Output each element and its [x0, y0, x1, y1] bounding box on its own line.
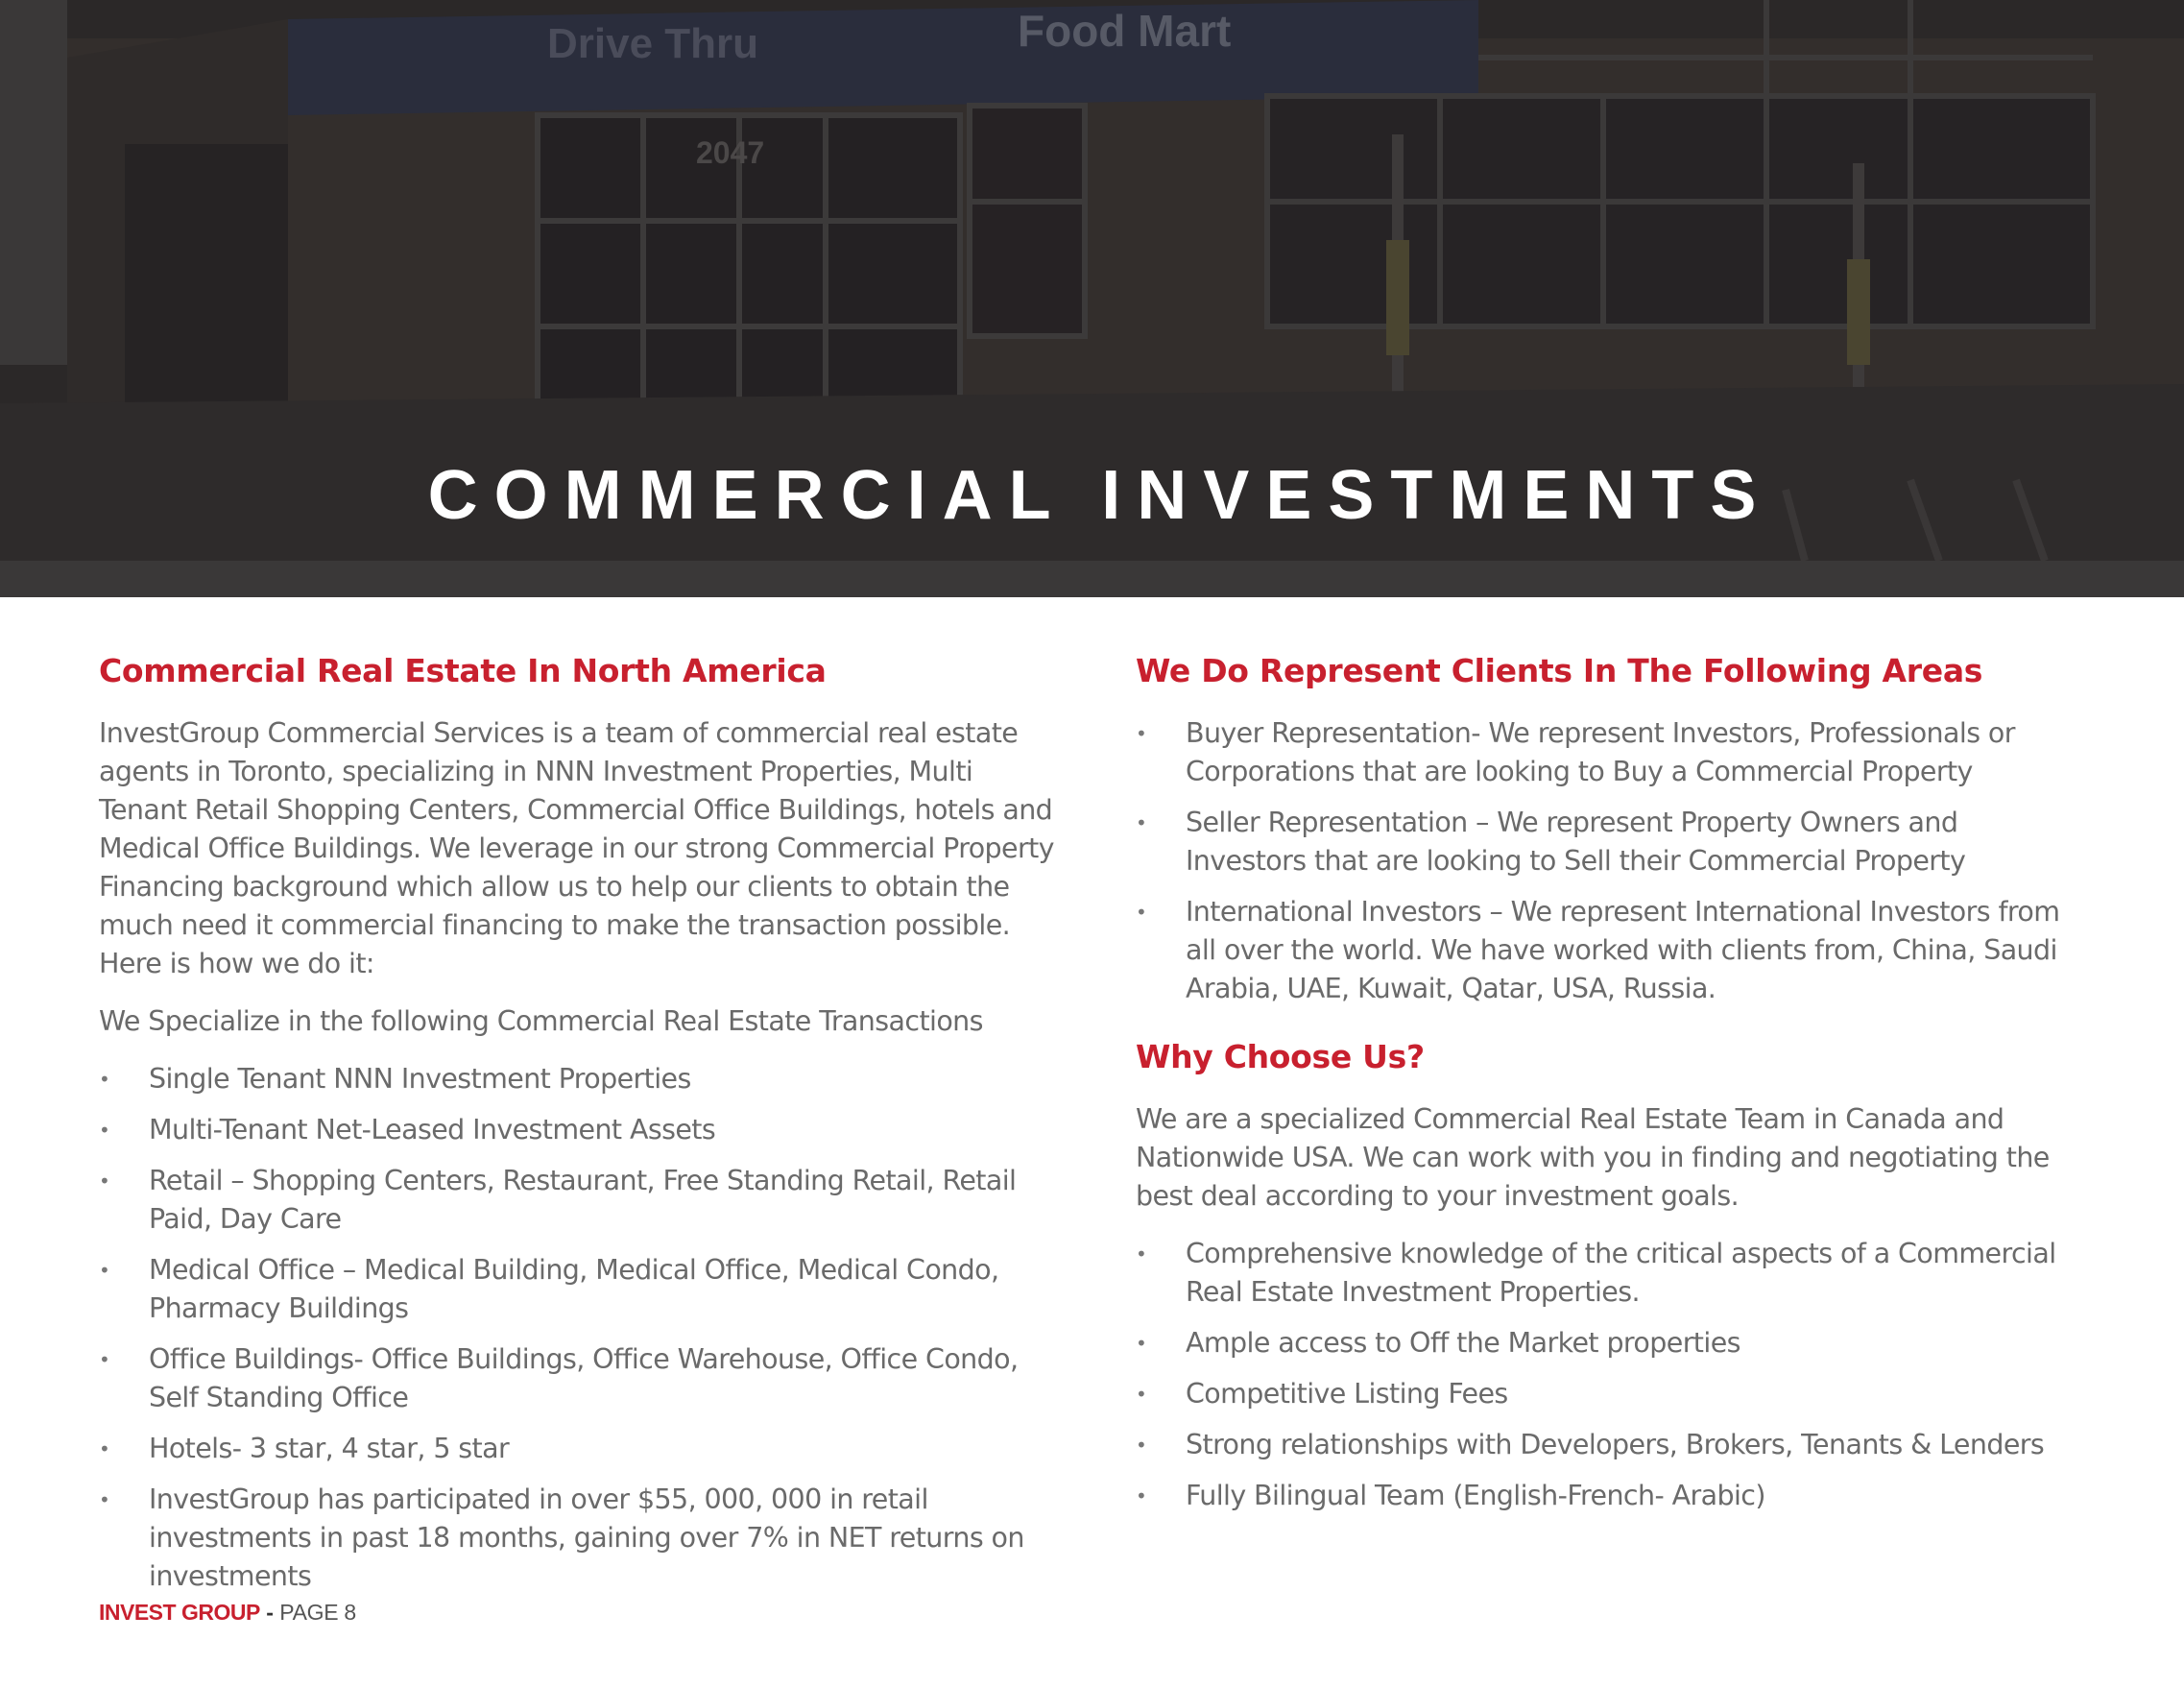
bullet-icon: •: [99, 1488, 110, 1511]
bullet-icon: •: [99, 1068, 110, 1091]
page-number: PAGE 8: [279, 1600, 356, 1625]
left-intro: InvestGroup Commercial Services is a team of commercial real estate agents in Toronto, specializing in NNN Investment Properties, Multi Tenant Retail Shopping Centers, Commercial Office Buildings, hotels and Medical Office Buildings. We leverage in our strong Commercial Property Financing background which allow us to help our clients to obtain the much need it commercial financing to make the transaction possible. Here is how we do it:: [99, 717, 1054, 979]
list-item: • Comprehensive knowledge of the critical aspects of a Commercial Real Estate Investment Properties.: [1136, 1235, 2086, 1312]
reasons-list: [1136, 1235, 2086, 1515]
list-item: • Multi-Tenant Net-Leased Investment Assets: [99, 1111, 1059, 1149]
sign-food-mart: Food Mart: [1018, 6, 1232, 56]
bullet-icon: •: [99, 1348, 110, 1371]
list-item: • Retail – Shopping Centers, Restaurant, Free Standing Retail, Retail Paid, Day Care: [99, 1162, 1059, 1239]
hero-banner: [0, 0, 2184, 597]
left-column: [99, 641, 1059, 1615]
hero-bottom-strip: [0, 561, 2184, 597]
list-item: • InvestGroup has participated in over $55, 000, 000 in retail investments in past 18 months, gaining over 7% in NET returns on investments: [99, 1481, 1059, 1596]
specialty-list: [99, 1060, 1059, 1596]
bullet-icon: •: [99, 1119, 110, 1142]
bullet-icon: •: [99, 1259, 110, 1282]
list-item: • Buyer Representation- We represent Investors, Professionals or Corporations that are looking to Buy a Commercial Property: [1136, 714, 2086, 791]
list-item: • Strong relationships with Developers, Brokers, Tenants & Lenders: [1136, 1426, 2086, 1464]
page-footer: [99, 1598, 356, 1627]
list-item: • Ample access to Off the Market properties: [1136, 1324, 2086, 1362]
left-specialize: We Specialize in the following Commercial Real Estate Transactions: [99, 1005, 983, 1037]
footer-separator: -: [266, 1600, 274, 1625]
list-item: • Fully Bilingual Team (English-French- Arabic): [1136, 1477, 2086, 1515]
list-item: • Medical Office – Medical Building, Medical Office, Medical Condo, Pharmacy Buildings: [99, 1251, 1059, 1328]
bullet-icon: •: [1136, 811, 1147, 834]
bullet-icon: •: [1136, 1484, 1147, 1507]
bullet-icon: •: [1136, 901, 1147, 924]
bullet-icon: •: [1136, 1383, 1147, 1406]
right-column: [1136, 641, 2086, 1534]
bullet-icon: •: [1136, 1332, 1147, 1355]
bullet-icon: •: [1136, 722, 1147, 745]
footer-brand: INVEST GROUP: [99, 1600, 260, 1625]
sign-drive-thru: Drive Thru: [547, 20, 759, 67]
list-item: • International Investors – We represent International Investors from all over the world. We have worked with clients from, China, Saudi Arabia, UAE, Kuwait, Qatar, USA, Russia.: [1136, 893, 2086, 1008]
why-intro: We are a specialized Commercial Real Estate Team in Canada and Nationwide USA. We can work with you in finding and negotiating the best deal according to your investment goals.: [1136, 1103, 2050, 1212]
left-heading: Commercial Real Estate In North America: [99, 652, 827, 689]
list-item: • Single Tenant NNN Investment Properties: [99, 1060, 1059, 1098]
bullet-icon: •: [99, 1170, 110, 1193]
bullet-icon: •: [99, 1437, 110, 1460]
right-heading: We Do Represent Clients In The Following Areas: [1136, 652, 1983, 689]
list-item: • Hotels- 3 star, 4 star, 5 star: [99, 1430, 1059, 1468]
areas-list: [1136, 714, 2086, 1008]
sign-number: 2047: [696, 135, 765, 170]
why-heading: Why Choose Us?: [1136, 1038, 1425, 1075]
bullet-icon: •: [1136, 1242, 1147, 1266]
list-item: • Office Buildings- Office Buildings, Office Warehouse, Office Condo, Self Standing Office: [99, 1340, 1059, 1417]
page-title: COMMERCIAL INVESTMENTS: [427, 457, 1773, 534]
list-item: • Seller Representation – We represent Property Owners and Investors that are looking to Sell their Commercial Property: [1136, 804, 2086, 880]
bullet-icon: •: [1136, 1434, 1147, 1457]
list-item: • Competitive Listing Fees: [1136, 1375, 2086, 1413]
